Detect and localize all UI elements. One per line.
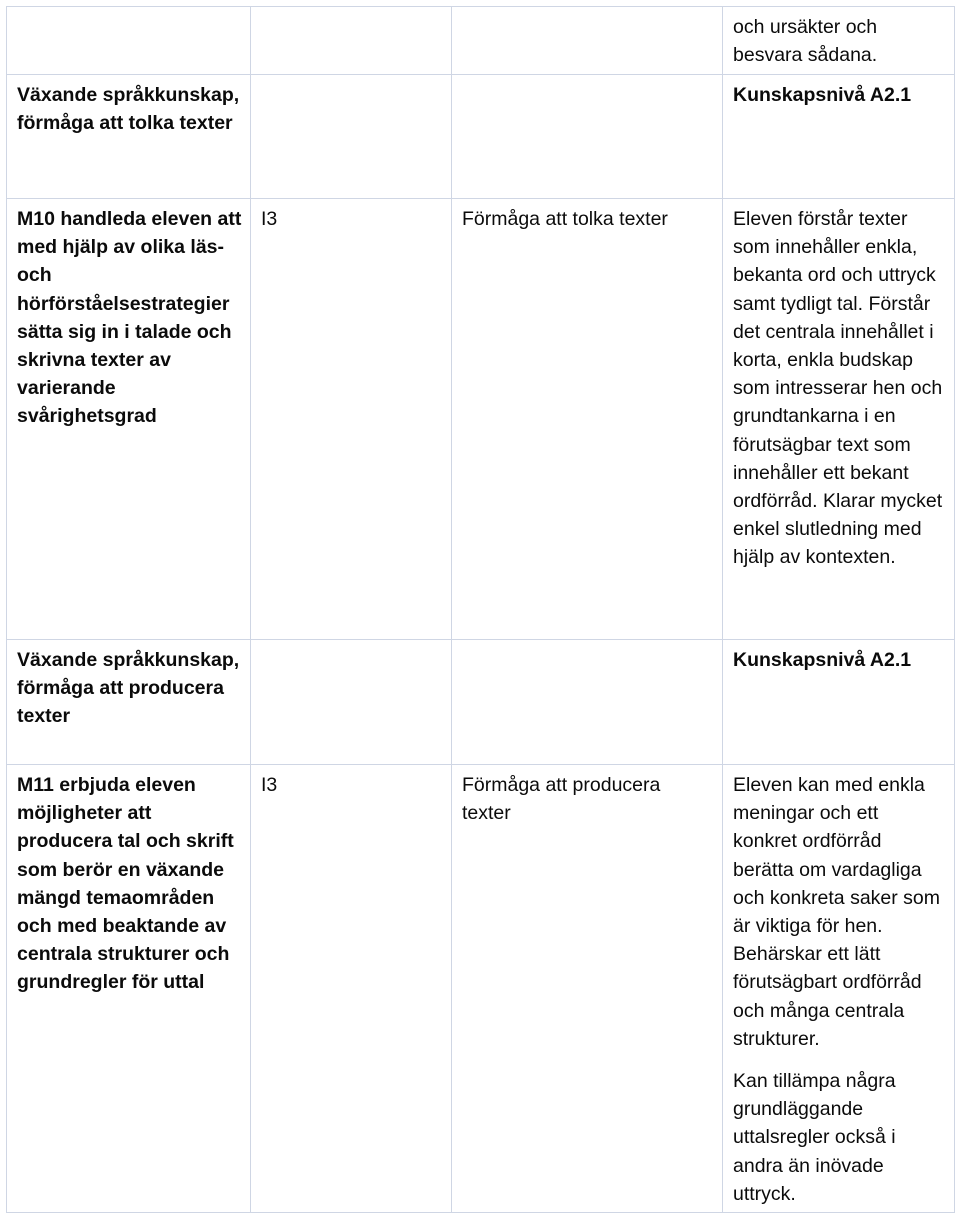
table-cell bbox=[7, 765, 251, 1213]
cell-text bbox=[261, 13, 443, 14]
cell-text bbox=[462, 81, 714, 82]
table-cell bbox=[251, 7, 452, 75]
table-cell bbox=[723, 199, 955, 640]
table-cell bbox=[452, 199, 723, 640]
assessment-target: Förmåga att producera texter bbox=[462, 774, 661, 825]
table-cell bbox=[723, 640, 955, 765]
criteria-text: Kan tillämpa några grundläggande uttalsregler också i andra än inövade uttryck. bbox=[733, 1070, 896, 1205]
section-heading: Växande språkkunskap, förmåga att producera texter bbox=[17, 649, 240, 728]
table-cell bbox=[251, 640, 452, 765]
table-cell bbox=[452, 7, 723, 75]
table-cell bbox=[7, 199, 251, 640]
cell-text bbox=[462, 646, 714, 647]
table-cell bbox=[723, 75, 955, 199]
table-row bbox=[7, 75, 955, 199]
table-row bbox=[7, 7, 955, 75]
table-cell bbox=[7, 7, 251, 75]
criteria-text: Eleven förstår texter som innehåller enkla, bekanta ord och uttryck samt tydligt tal. Förstår det centrala innehållet i korta, enkla budskap som intresserar hen och grundtankarna i en förutsägbar text som innehåller ett bekant ordförråd. Klarar mycket enkel slutledning med hjälp av kontexten. bbox=[733, 208, 943, 569]
table-cell bbox=[452, 640, 723, 765]
table-cell bbox=[251, 199, 452, 640]
table-cell bbox=[452, 75, 723, 199]
table-cell bbox=[251, 75, 452, 199]
table-row bbox=[7, 765, 955, 1213]
table-cell bbox=[723, 7, 955, 75]
criteria-table bbox=[6, 6, 955, 1213]
table-row bbox=[7, 199, 955, 640]
section-heading: Växande språkkunskap, förmåga att tolka texter bbox=[17, 84, 240, 135]
objective-text: M11 erbjuda eleven möjligheter att producera tal och skrift som berör en växande mängd temaområden och med beaktande av centrala strukturer och grundregler för uttal bbox=[17, 774, 234, 994]
level-heading: Kunskapsnivå A2.1 bbox=[733, 649, 912, 671]
level-heading: Kunskapsnivå A2.1 bbox=[733, 84, 912, 106]
cell-text bbox=[462, 13, 714, 14]
cell-text bbox=[261, 81, 443, 82]
assessment-target: Förmåga att tolka texter bbox=[462, 208, 668, 230]
table-cell bbox=[452, 765, 723, 1213]
objective-text: M10 handleda eleven att med hjälp av olika läs- och hörförståelsestrategier sätta sig in i talade och skrivna texter av varierande svårighetsgrad bbox=[17, 208, 242, 428]
criteria-text: Eleven kan med enkla meningar och ett konkret ordförråd berätta om vardagliga och konkreta saker som är viktiga för hen. Behärskar ett lätt förutsägbart ordförråd och många centrala strukturer. bbox=[733, 774, 941, 1050]
cell-text: och ursäkter och besvara sådana. bbox=[733, 16, 878, 67]
content-code: I3 bbox=[261, 208, 278, 230]
table-cell bbox=[251, 765, 452, 1213]
content-code: I3 bbox=[261, 774, 278, 796]
table-cell bbox=[7, 640, 251, 765]
cell-text bbox=[17, 13, 242, 14]
table-cell bbox=[7, 75, 251, 199]
cell-text bbox=[261, 646, 443, 647]
table-row bbox=[7, 640, 955, 765]
table-cell bbox=[723, 765, 955, 1213]
